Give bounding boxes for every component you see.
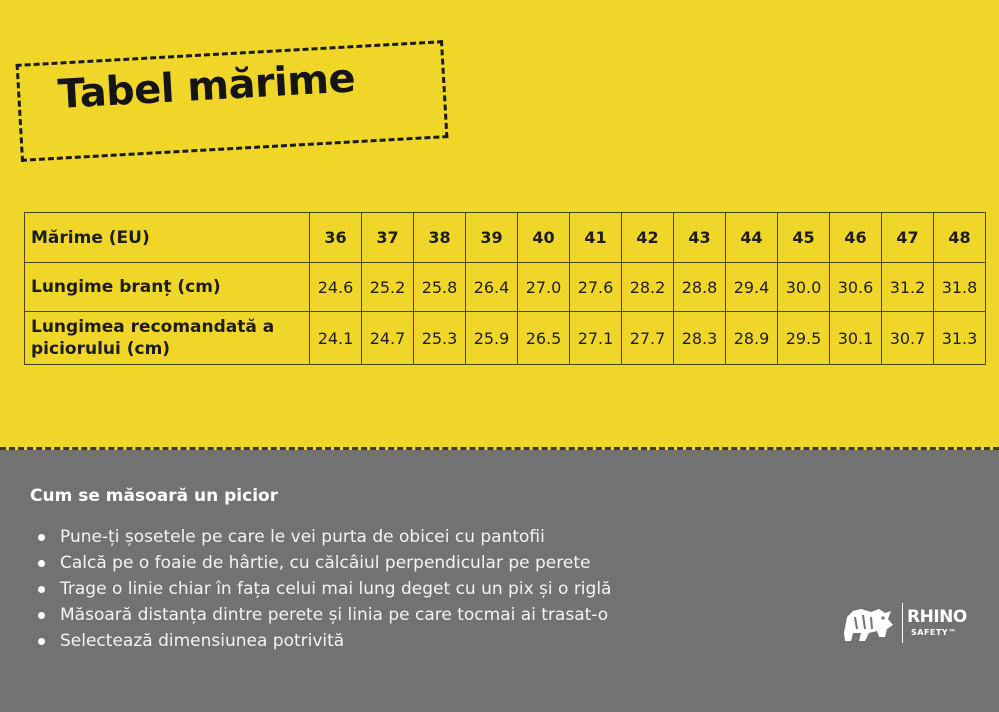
bullet-icon bbox=[38, 638, 45, 645]
step-text: Selectează dimensiunea potrivită bbox=[60, 631, 345, 651]
size-cell: 40 bbox=[518, 213, 570, 263]
foot-cell: 27.1 bbox=[570, 312, 622, 365]
step-text: Pune-ți șosetele pe care le vei purta de obicei cu pantofii bbox=[60, 527, 545, 547]
list-item bbox=[30, 550, 611, 576]
measure-instructions bbox=[30, 486, 611, 654]
logo-brand: RHINO bbox=[907, 607, 967, 627]
instructions-title: Cum se măsoară un picior bbox=[30, 486, 279, 506]
size-cell: 37 bbox=[362, 213, 414, 263]
page-title: Tabel mărime bbox=[56, 55, 357, 118]
size-cell: 46 bbox=[830, 213, 882, 263]
list-item bbox=[30, 524, 611, 550]
insole-cell: 31.8 bbox=[934, 263, 986, 312]
insole-cell: 31.2 bbox=[882, 263, 934, 312]
foot-cell: 27.7 bbox=[622, 312, 674, 365]
insole-cell: 28.2 bbox=[622, 263, 674, 312]
insole-cell: 25.2 bbox=[362, 263, 414, 312]
insole-cell: 28.8 bbox=[674, 263, 726, 312]
foot-cell: 30.1 bbox=[830, 312, 882, 365]
size-cell: 43 bbox=[674, 213, 726, 263]
foot-cell: 24.7 bbox=[362, 312, 414, 365]
table-row-insole bbox=[25, 263, 986, 312]
foot-cell: 28.3 bbox=[674, 312, 726, 365]
insole-cell: 26.4 bbox=[466, 263, 518, 312]
insole-cell: 27.0 bbox=[518, 263, 570, 312]
row-header-foot: Lungimea recomandată a piciorului (cm) bbox=[25, 312, 310, 365]
bullet-icon bbox=[38, 612, 45, 619]
table-row-foot bbox=[25, 312, 986, 365]
row-header-size: Mărime (EU) bbox=[25, 213, 310, 263]
size-cell: 36 bbox=[310, 213, 362, 263]
size-cell: 47 bbox=[882, 213, 934, 263]
size-cell: 42 bbox=[622, 213, 674, 263]
foot-cell: 26.5 bbox=[518, 312, 570, 365]
steps-list bbox=[30, 524, 611, 654]
size-table bbox=[24, 212, 986, 365]
size-cell: 39 bbox=[466, 213, 518, 263]
foot-cell: 30.7 bbox=[882, 312, 934, 365]
logo-separator bbox=[902, 603, 903, 643]
foot-cell: 25.9 bbox=[466, 312, 518, 365]
step-text: Trage o linie chiar în fața celui mai lung deget cu un pix și o riglă bbox=[60, 579, 612, 599]
bullet-icon bbox=[38, 586, 45, 593]
size-cell: 44 bbox=[726, 213, 778, 263]
insole-cell: 27.6 bbox=[570, 263, 622, 312]
size-cell: 48 bbox=[934, 213, 986, 263]
insole-cell: 25.8 bbox=[414, 263, 466, 312]
insole-cell: 29.4 bbox=[726, 263, 778, 312]
rhino-safety-logo bbox=[841, 601, 981, 647]
bullet-icon bbox=[38, 560, 45, 567]
insole-cell: 30.6 bbox=[830, 263, 882, 312]
foot-cell: 29.5 bbox=[778, 312, 830, 365]
size-cell: 41 bbox=[570, 213, 622, 263]
foot-cell: 31.3 bbox=[934, 312, 986, 365]
foot-cell: 24.1 bbox=[310, 312, 362, 365]
rhino-icon bbox=[841, 603, 895, 645]
size-cell: 38 bbox=[414, 213, 466, 263]
logo-sub: SAFETY™ bbox=[911, 628, 957, 637]
foot-cell: 25.3 bbox=[414, 312, 466, 365]
bullet-icon bbox=[38, 534, 45, 541]
size-cell: 45 bbox=[778, 213, 830, 263]
list-item bbox=[30, 576, 611, 602]
table-row-size bbox=[25, 213, 986, 263]
step-text: Măsoară distanța dintre perete și linia pe care tocmai ai trasat-o bbox=[60, 605, 609, 625]
list-item bbox=[30, 602, 611, 628]
foot-cell: 28.9 bbox=[726, 312, 778, 365]
step-text: Calcă pe o foaie de hârtie, cu călcâiul perpendicular pe perete bbox=[60, 553, 591, 573]
row-header-insole: Lungime branț (cm) bbox=[25, 263, 310, 312]
list-item bbox=[30, 628, 611, 654]
insole-cell: 24.6 bbox=[310, 263, 362, 312]
insole-cell: 30.0 bbox=[778, 263, 830, 312]
